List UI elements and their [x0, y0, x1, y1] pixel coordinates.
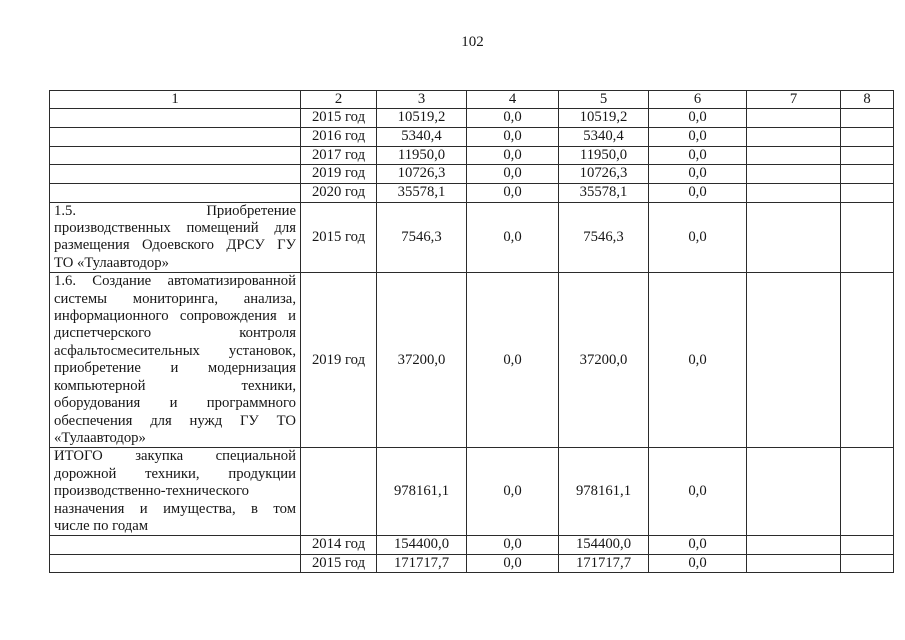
cell-col4: 0,0 [467, 183, 559, 202]
cell-year: 2016 год [301, 127, 377, 146]
cell-year: 2015 год [301, 202, 377, 273]
cell-year: 2020 год [301, 183, 377, 202]
label-line: 1.5. Приобретение [54, 202, 296, 219]
header-cell: 5 [559, 91, 649, 109]
cell-col6: 0,0 [649, 183, 747, 202]
cell-col5: 5340,4 [559, 127, 649, 146]
cell-empty [747, 183, 841, 202]
cell-col5: 10726,3 [559, 165, 649, 183]
cell-description [50, 202, 301, 273]
cell-col6: 0,0 [649, 536, 747, 554]
cell-col4: 0,0 [467, 273, 559, 448]
cell-empty [841, 202, 894, 273]
label-line: «Тулаавтодор» [54, 429, 146, 446]
cell-col5: 171717,7 [559, 554, 649, 572]
cell-description [50, 448, 301, 536]
label-line: числе по годам [54, 517, 149, 534]
table-row [50, 536, 894, 554]
header-cell: 2 [301, 91, 377, 109]
cell-col3: 154400,0 [377, 536, 467, 554]
cell-col4: 0,0 [467, 146, 559, 164]
cell-empty [50, 536, 301, 554]
cell-empty [50, 109, 301, 127]
cell-empty [841, 536, 894, 554]
cell-col5: 37200,0 [559, 273, 649, 448]
cell-col4: 0,0 [467, 202, 559, 273]
data-table [49, 90, 894, 573]
cell-col6: 0,0 [649, 448, 747, 536]
cell-col4: 0,0 [467, 448, 559, 536]
cell-col3: 37200,0 [377, 273, 467, 448]
cell-col5: 10519,2 [559, 109, 649, 127]
table-row [50, 127, 894, 146]
cell-col3: 10726,3 [377, 165, 467, 183]
table-header-row [50, 91, 894, 109]
cell-col4: 0,0 [467, 165, 559, 183]
cell-col3: 35578,1 [377, 183, 467, 202]
cell-empty [747, 273, 841, 448]
cell-col3: 11950,0 [377, 146, 467, 164]
cell-empty [50, 165, 301, 183]
label-line: асфальтосмесительных установок, [54, 342, 296, 359]
cell-empty [747, 165, 841, 183]
cell-year: 2017 год [301, 146, 377, 164]
cell-empty [50, 127, 301, 146]
label-line: ИТОГО закупка специальной [54, 448, 296, 465]
cell-col4: 0,0 [467, 127, 559, 146]
label-line: производственных помещений для [54, 220, 296, 237]
label-line: дорожной техники, продукции [54, 465, 296, 482]
cell-col3: 978161,1 [377, 448, 467, 536]
cell-description [50, 273, 301, 448]
page-number: 102 [461, 34, 484, 50]
cell-col4: 0,0 [467, 109, 559, 127]
cell-year: 2015 год [301, 109, 377, 127]
table-row-item-1-6 [50, 273, 894, 448]
label-line: обеспечения для нужд ГУ ТО [54, 412, 296, 429]
cell-col6: 0,0 [649, 146, 747, 164]
label-line: компьютерной техники, [54, 377, 296, 394]
cell-empty [841, 109, 894, 127]
cell-empty [747, 202, 841, 273]
header-cell: 8 [841, 91, 894, 109]
label-line: ТО «Тулаавтодор» [54, 254, 169, 271]
label-line: размещения Одоевского ДРСУ ГУ [54, 237, 296, 254]
cell-empty [747, 146, 841, 164]
cell-empty [841, 554, 894, 572]
table-row [50, 146, 894, 164]
cell-empty [747, 536, 841, 554]
header-cell: 6 [649, 91, 747, 109]
cell-empty [747, 127, 841, 146]
cell-empty [301, 448, 377, 536]
cell-empty [841, 146, 894, 164]
cell-empty [841, 273, 894, 448]
label-line: назначения и имущества, в том [54, 500, 296, 517]
cell-col5: 154400,0 [559, 536, 649, 554]
table-row [50, 109, 894, 127]
cell-empty [841, 165, 894, 183]
cell-col6: 0,0 [649, 127, 747, 146]
label-line: диспетчерского контроля [54, 325, 296, 342]
cell-year: 2019 год [301, 165, 377, 183]
table-row-item-1-5 [50, 202, 894, 273]
cell-col3: 5340,4 [377, 127, 467, 146]
cell-year: 2019 год [301, 273, 377, 448]
label-line: приобретение и модернизация [54, 360, 296, 377]
cell-col4: 0,0 [467, 536, 559, 554]
header-cell: 1 [50, 91, 301, 109]
cell-empty [747, 448, 841, 536]
cell-empty [50, 146, 301, 164]
label-line: 1.6. Создание автоматизированной [54, 273, 296, 290]
cell-col6: 0,0 [649, 554, 747, 572]
cell-col5: 978161,1 [559, 448, 649, 536]
cell-year: 2015 год [301, 554, 377, 572]
cell-col3: 10519,2 [377, 109, 467, 127]
cell-col6: 0,0 [649, 273, 747, 448]
cell-col5: 11950,0 [559, 146, 649, 164]
cell-col6: 0,0 [649, 202, 747, 273]
cell-col5: 35578,1 [559, 183, 649, 202]
cell-empty [841, 448, 894, 536]
label-line: информационного сопровождения и [54, 308, 296, 325]
table-row [50, 165, 894, 183]
cell-year: 2014 год [301, 536, 377, 554]
cell-col3: 7546,3 [377, 202, 467, 273]
cell-empty [50, 183, 301, 202]
table-row-total [50, 448, 894, 536]
cell-empty [841, 127, 894, 146]
table-row [50, 183, 894, 202]
label-line: системы мониторинга, анализа, [54, 290, 296, 307]
label-line: производственно-технического [54, 483, 250, 500]
cell-col4: 0,0 [467, 554, 559, 572]
header-cell: 7 [747, 91, 841, 109]
cell-col6: 0,0 [649, 109, 747, 127]
header-cell: 4 [467, 91, 559, 109]
header-cell: 3 [377, 91, 467, 109]
cell-col3: 171717,7 [377, 554, 467, 572]
cell-col6: 0,0 [649, 165, 747, 183]
cell-empty [747, 554, 841, 572]
cell-col5: 7546,3 [559, 202, 649, 273]
label-line: оборудования и программного [54, 395, 296, 412]
cell-empty [50, 554, 301, 572]
cell-empty [747, 109, 841, 127]
table-row [50, 554, 894, 572]
cell-empty [841, 183, 894, 202]
